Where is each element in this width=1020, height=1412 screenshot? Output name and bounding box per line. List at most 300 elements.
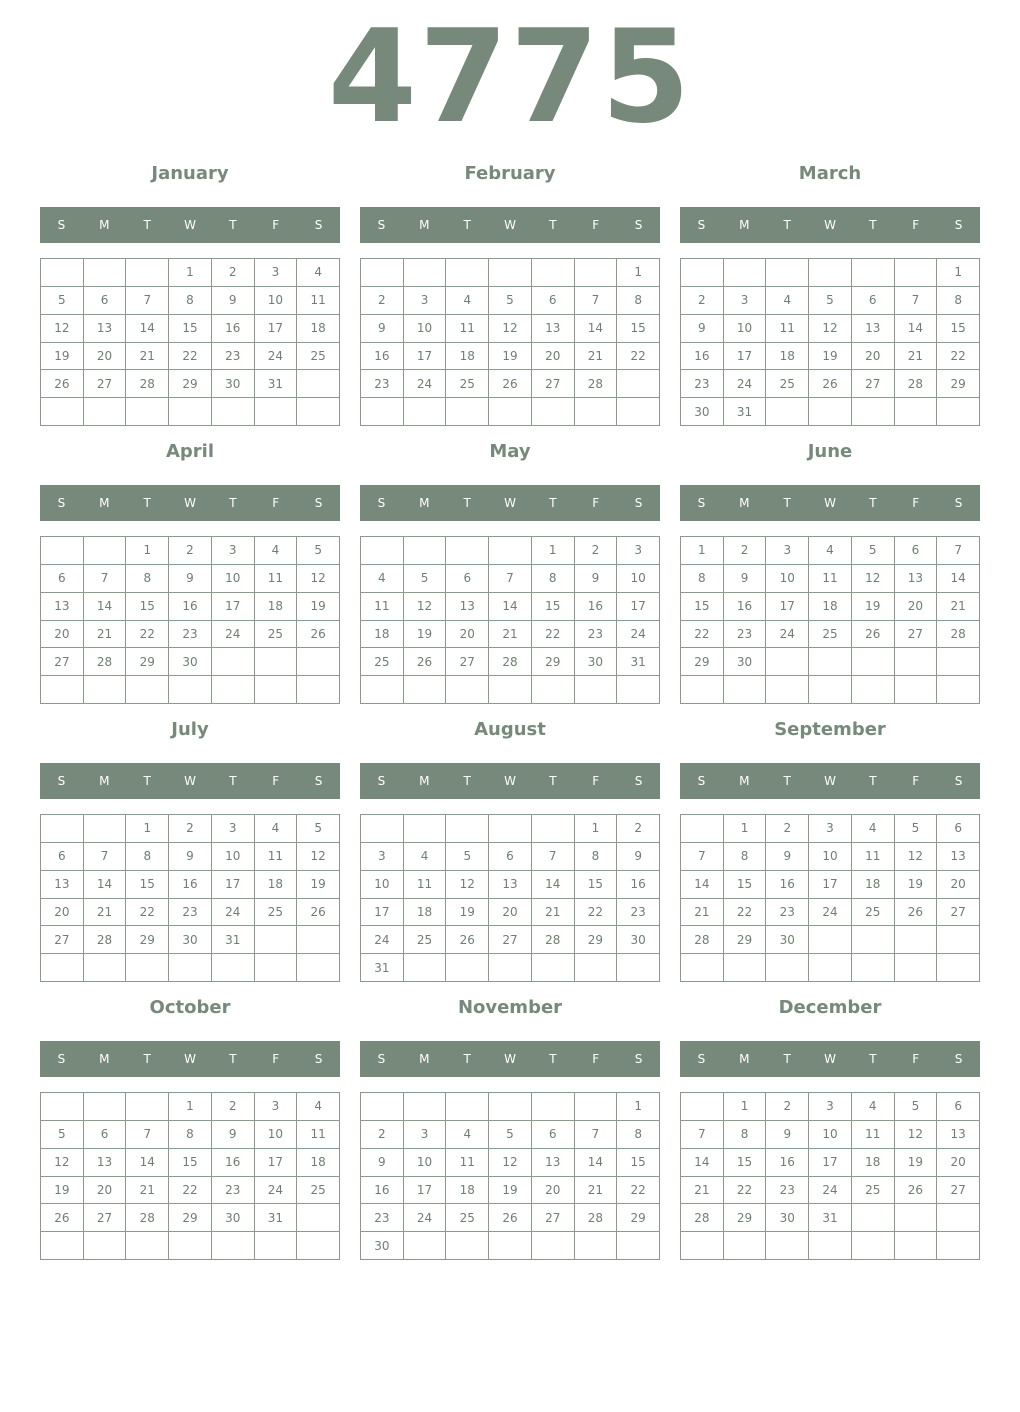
day-cell: 24 xyxy=(766,621,809,649)
day-cell xyxy=(41,398,84,426)
day-grid xyxy=(680,536,980,704)
day-cell: 4 xyxy=(297,1093,340,1121)
day-grid xyxy=(680,258,980,426)
day-cell: 23 xyxy=(169,621,212,649)
day-cell xyxy=(84,954,127,982)
day-cell: 22 xyxy=(532,621,575,649)
day-cell xyxy=(809,398,852,426)
day-cell: 30 xyxy=(617,926,660,954)
weekday-label: T xyxy=(229,774,237,788)
day-cell: 11 xyxy=(255,843,298,871)
day-cell: 12 xyxy=(895,1121,938,1149)
day-cell: 4 xyxy=(809,537,852,565)
day-cell xyxy=(41,537,84,565)
day-cell: 1 xyxy=(617,259,660,287)
day-cell xyxy=(532,676,575,704)
day-cell: 20 xyxy=(446,621,489,649)
day-cell: 24 xyxy=(809,1177,852,1205)
weekday-label: F xyxy=(912,218,920,232)
day-cell: 2 xyxy=(212,259,255,287)
day-cell: 9 xyxy=(766,1121,809,1149)
day-cell xyxy=(895,648,938,676)
day-cell xyxy=(532,259,575,287)
weekday-label: S xyxy=(954,496,963,510)
day-cell xyxy=(84,259,127,287)
day-cell xyxy=(297,954,340,982)
day-cell: 27 xyxy=(446,648,489,676)
day-cell: 13 xyxy=(532,1149,575,1177)
day-cell: 13 xyxy=(532,315,575,343)
day-cell: 7 xyxy=(126,287,169,315)
day-cell: 6 xyxy=(937,815,980,843)
day-cell: 3 xyxy=(404,1121,447,1149)
day-cell xyxy=(84,676,127,704)
day-cell: 29 xyxy=(126,926,169,954)
day-cell: 5 xyxy=(809,287,852,315)
day-cell: 19 xyxy=(852,593,895,621)
day-cell: 18 xyxy=(446,1177,489,1205)
day-cell: 19 xyxy=(41,1177,84,1205)
day-cell: 31 xyxy=(361,954,404,982)
month-name: June xyxy=(807,441,853,462)
day-cell xyxy=(446,815,489,843)
day-cell xyxy=(617,954,660,982)
day-cell: 29 xyxy=(724,926,767,954)
day-cell: 26 xyxy=(489,370,532,398)
day-cell: 4 xyxy=(404,843,447,871)
day-cell xyxy=(41,954,84,982)
day-cell xyxy=(255,676,298,704)
day-cell: 20 xyxy=(41,899,84,927)
month-name: April xyxy=(165,441,215,462)
day-cell xyxy=(297,676,340,704)
day-cell: 15 xyxy=(937,315,980,343)
day-cell xyxy=(212,954,255,982)
month-name: May xyxy=(489,441,531,462)
weekday-label: T xyxy=(549,496,557,510)
day-cell xyxy=(852,648,895,676)
day-cell: 14 xyxy=(532,871,575,899)
day-cell: 15 xyxy=(169,1149,212,1177)
day-cell xyxy=(446,954,489,982)
day-cell: 5 xyxy=(489,1121,532,1149)
day-cell: 19 xyxy=(41,343,84,371)
day-cell xyxy=(766,648,809,676)
day-cell: 6 xyxy=(895,537,938,565)
day-cell: 25 xyxy=(297,1177,340,1205)
day-cell: 9 xyxy=(212,1121,255,1149)
weekday-label: T xyxy=(783,774,791,788)
day-cell: 25 xyxy=(404,926,447,954)
day-cell: 1 xyxy=(169,259,212,287)
day-cell: 18 xyxy=(255,871,298,899)
weekday-header xyxy=(360,207,660,243)
day-cell: 1 xyxy=(937,259,980,287)
weekday-label: F xyxy=(912,774,920,788)
day-cell: 5 xyxy=(41,287,84,315)
weekday-label: T xyxy=(463,1052,471,1066)
day-cell xyxy=(489,537,532,565)
weekday-label: W xyxy=(504,218,516,232)
day-cell: 11 xyxy=(809,565,852,593)
day-cell xyxy=(937,954,980,982)
weekday-label: M xyxy=(99,774,110,788)
day-cell: 30 xyxy=(575,648,618,676)
day-cell: 27 xyxy=(532,370,575,398)
day-cell: 9 xyxy=(766,843,809,871)
day-cell: 2 xyxy=(169,815,212,843)
day-cell: 4 xyxy=(852,815,895,843)
day-cell: 28 xyxy=(937,621,980,649)
day-cell: 27 xyxy=(489,926,532,954)
day-cell: 31 xyxy=(255,370,298,398)
weekday-header xyxy=(680,1041,980,1077)
day-cell: 7 xyxy=(84,843,127,871)
day-cell: 31 xyxy=(724,398,767,426)
day-cell xyxy=(489,1232,532,1260)
day-cell: 8 xyxy=(724,843,767,871)
day-cell: 26 xyxy=(895,899,938,927)
day-cell: 19 xyxy=(895,871,938,899)
weekday-label: T xyxy=(143,218,151,232)
weekday-label: S xyxy=(697,496,706,510)
weekday-label: T xyxy=(549,1052,557,1066)
day-cell: 13 xyxy=(937,1121,980,1149)
day-cell: 13 xyxy=(937,843,980,871)
day-cell: 10 xyxy=(809,843,852,871)
weekday-label: S xyxy=(57,1052,66,1066)
day-cell: 15 xyxy=(617,315,660,343)
day-cell: 27 xyxy=(852,370,895,398)
day-cell: 8 xyxy=(126,565,169,593)
day-cell: 24 xyxy=(255,1177,298,1205)
day-cell: 25 xyxy=(255,621,298,649)
day-cell: 17 xyxy=(724,343,767,371)
weekday-label: T xyxy=(783,1052,791,1066)
month-name: December xyxy=(778,997,882,1018)
day-cell: 22 xyxy=(169,343,212,371)
weekday-label: W xyxy=(504,496,516,510)
day-cell: 12 xyxy=(297,843,340,871)
day-cell: 12 xyxy=(41,315,84,343)
day-cell: 5 xyxy=(895,815,938,843)
day-cell: 20 xyxy=(532,1177,575,1205)
day-cell: 10 xyxy=(212,565,255,593)
day-cell xyxy=(681,259,724,287)
day-cell xyxy=(126,1093,169,1121)
day-cell: 3 xyxy=(212,537,255,565)
day-cell xyxy=(852,259,895,287)
day-cell xyxy=(532,954,575,982)
day-cell xyxy=(297,1204,340,1232)
day-cell: 30 xyxy=(766,926,809,954)
day-cell: 22 xyxy=(617,1177,660,1205)
day-cell xyxy=(809,259,852,287)
day-cell: 28 xyxy=(532,926,575,954)
day-cell: 21 xyxy=(84,899,127,927)
day-cell: 7 xyxy=(895,287,938,315)
day-cell: 30 xyxy=(212,370,255,398)
day-cell: 14 xyxy=(575,315,618,343)
day-cell: 22 xyxy=(617,343,660,371)
day-cell: 26 xyxy=(895,1177,938,1205)
day-cell: 31 xyxy=(617,648,660,676)
day-grid xyxy=(40,258,340,426)
day-cell: 8 xyxy=(681,565,724,593)
month-name: October xyxy=(149,997,231,1018)
day-cell: 5 xyxy=(852,537,895,565)
day-cell xyxy=(212,676,255,704)
day-cell: 13 xyxy=(41,593,84,621)
day-cell: 4 xyxy=(255,537,298,565)
day-cell: 21 xyxy=(126,343,169,371)
day-cell: 6 xyxy=(84,287,127,315)
day-cell: 19 xyxy=(446,899,489,927)
day-cell xyxy=(937,398,980,426)
day-cell: 16 xyxy=(361,1177,404,1205)
day-cell: 7 xyxy=(532,843,575,871)
day-cell xyxy=(361,398,404,426)
day-cell: 15 xyxy=(169,315,212,343)
day-cell: 24 xyxy=(724,370,767,398)
day-cell: 22 xyxy=(724,1177,767,1205)
day-cell: 7 xyxy=(681,843,724,871)
day-cell xyxy=(532,1093,575,1121)
day-cell: 26 xyxy=(297,621,340,649)
day-cell: 7 xyxy=(575,287,618,315)
day-cell: 29 xyxy=(681,648,724,676)
month-name: September xyxy=(774,719,886,740)
day-cell xyxy=(297,370,340,398)
weekday-label: S xyxy=(314,774,323,788)
day-cell xyxy=(126,954,169,982)
day-cell: 20 xyxy=(937,1149,980,1177)
day-cell: 31 xyxy=(212,926,255,954)
day-cell xyxy=(255,648,298,676)
day-cell: 16 xyxy=(169,593,212,621)
weekday-label: S xyxy=(634,496,643,510)
weekday-label: S xyxy=(954,774,963,788)
day-cell: 30 xyxy=(169,648,212,676)
day-grid xyxy=(360,1092,660,1260)
day-cell: 22 xyxy=(681,621,724,649)
day-cell xyxy=(126,398,169,426)
day-cell xyxy=(361,815,404,843)
day-cell: 11 xyxy=(852,843,895,871)
day-cell: 21 xyxy=(937,593,980,621)
day-cell: 18 xyxy=(255,593,298,621)
day-cell: 3 xyxy=(724,287,767,315)
day-cell: 30 xyxy=(724,648,767,676)
day-cell: 23 xyxy=(212,343,255,371)
day-cell: 24 xyxy=(212,899,255,927)
day-cell: 1 xyxy=(681,537,724,565)
day-cell: 15 xyxy=(724,871,767,899)
day-cell xyxy=(575,676,618,704)
day-cell: 14 xyxy=(681,871,724,899)
day-cell: 7 xyxy=(681,1121,724,1149)
day-cell: 14 xyxy=(84,593,127,621)
day-cell: 18 xyxy=(809,593,852,621)
day-cell: 23 xyxy=(766,1177,809,1205)
weekday-label: S xyxy=(57,218,66,232)
day-cell: 26 xyxy=(41,370,84,398)
day-cell: 23 xyxy=(681,370,724,398)
day-cell xyxy=(895,1204,938,1232)
day-cell: 23 xyxy=(169,899,212,927)
day-cell xyxy=(489,815,532,843)
day-cell: 27 xyxy=(41,648,84,676)
month-name: March xyxy=(798,163,862,184)
day-cell: 24 xyxy=(212,621,255,649)
day-cell: 17 xyxy=(361,899,404,927)
day-cell: 23 xyxy=(766,899,809,927)
day-cell: 22 xyxy=(126,621,169,649)
day-cell: 23 xyxy=(212,1177,255,1205)
day-cell: 10 xyxy=(724,315,767,343)
day-cell: 30 xyxy=(361,1232,404,1260)
day-cell: 4 xyxy=(361,565,404,593)
weekday-label: S xyxy=(377,218,386,232)
day-cell xyxy=(169,1232,212,1260)
day-grid xyxy=(360,536,660,704)
day-cell: 14 xyxy=(84,871,127,899)
weekday-label: S xyxy=(954,218,963,232)
day-cell: 27 xyxy=(532,1204,575,1232)
day-cell: 15 xyxy=(617,1149,660,1177)
day-cell: 12 xyxy=(489,1149,532,1177)
day-cell: 16 xyxy=(724,593,767,621)
day-cell xyxy=(404,676,447,704)
day-cell: 9 xyxy=(361,315,404,343)
day-cell: 12 xyxy=(895,843,938,871)
day-cell: 22 xyxy=(724,899,767,927)
day-cell: 15 xyxy=(532,593,575,621)
day-cell xyxy=(361,537,404,565)
weekday-label: F xyxy=(592,218,600,232)
day-cell: 20 xyxy=(84,343,127,371)
day-cell xyxy=(84,537,127,565)
day-cell: 28 xyxy=(84,648,127,676)
day-cell: 28 xyxy=(681,926,724,954)
day-cell: 21 xyxy=(84,621,127,649)
day-cell: 10 xyxy=(255,1121,298,1149)
day-cell xyxy=(212,648,255,676)
day-cell: 16 xyxy=(575,593,618,621)
day-cell: 26 xyxy=(446,926,489,954)
day-cell: 6 xyxy=(852,287,895,315)
day-cell xyxy=(84,1232,127,1260)
weekday-label: M xyxy=(739,496,750,510)
day-cell: 16 xyxy=(617,871,660,899)
day-cell: 30 xyxy=(212,1204,255,1232)
day-cell xyxy=(41,676,84,704)
day-cell: 7 xyxy=(937,537,980,565)
day-cell: 10 xyxy=(766,565,809,593)
day-cell: 18 xyxy=(446,343,489,371)
day-cell: 21 xyxy=(126,1177,169,1205)
day-cell: 15 xyxy=(126,871,169,899)
day-cell: 21 xyxy=(575,343,618,371)
day-cell: 27 xyxy=(937,1177,980,1205)
day-cell: 7 xyxy=(575,1121,618,1149)
day-cell xyxy=(41,815,84,843)
day-cell xyxy=(895,1232,938,1260)
day-cell xyxy=(361,1093,404,1121)
day-cell: 8 xyxy=(169,1121,212,1149)
day-cell xyxy=(852,398,895,426)
day-cell: 21 xyxy=(895,343,938,371)
day-cell: 14 xyxy=(895,315,938,343)
day-cell: 29 xyxy=(169,370,212,398)
weekday-label: S xyxy=(314,218,323,232)
day-cell: 24 xyxy=(361,926,404,954)
weekday-label: T xyxy=(869,496,877,510)
day-cell: 12 xyxy=(852,565,895,593)
day-cell: 12 xyxy=(404,593,447,621)
day-cell: 3 xyxy=(255,259,298,287)
weekday-label: S xyxy=(954,1052,963,1066)
day-cell: 25 xyxy=(852,899,895,927)
weekday-label: F xyxy=(912,496,920,510)
day-cell: 16 xyxy=(212,1149,255,1177)
day-cell: 5 xyxy=(41,1121,84,1149)
day-cell: 18 xyxy=(297,315,340,343)
day-cell: 20 xyxy=(937,871,980,899)
day-cell: 25 xyxy=(297,343,340,371)
day-cell: 16 xyxy=(766,1149,809,1177)
day-cell: 15 xyxy=(681,593,724,621)
day-cell xyxy=(895,954,938,982)
day-cell xyxy=(446,398,489,426)
day-cell: 4 xyxy=(446,1121,489,1149)
day-cell xyxy=(361,676,404,704)
day-cell: 4 xyxy=(446,287,489,315)
day-cell: 14 xyxy=(126,315,169,343)
day-cell: 3 xyxy=(617,537,660,565)
day-cell: 18 xyxy=(852,1149,895,1177)
day-cell xyxy=(41,1093,84,1121)
year-title: 4775 xyxy=(327,3,693,152)
day-cell xyxy=(809,648,852,676)
day-cell: 18 xyxy=(766,343,809,371)
day-cell: 30 xyxy=(681,398,724,426)
day-cell: 10 xyxy=(617,565,660,593)
day-cell: 24 xyxy=(404,370,447,398)
day-cell xyxy=(404,1093,447,1121)
day-cell xyxy=(446,1232,489,1260)
day-cell: 9 xyxy=(617,843,660,871)
day-cell: 11 xyxy=(255,565,298,593)
day-cell xyxy=(404,398,447,426)
day-cell: 10 xyxy=(212,843,255,871)
day-cell: 8 xyxy=(126,843,169,871)
day-cell: 14 xyxy=(681,1149,724,1177)
day-cell: 7 xyxy=(126,1121,169,1149)
day-cell xyxy=(937,1204,980,1232)
day-cell xyxy=(126,676,169,704)
day-cell: 2 xyxy=(169,537,212,565)
day-cell: 1 xyxy=(724,815,767,843)
day-cell xyxy=(255,1232,298,1260)
weekday-label: S xyxy=(697,218,706,232)
day-cell: 16 xyxy=(361,343,404,371)
day-cell: 16 xyxy=(169,871,212,899)
day-cell: 26 xyxy=(41,1204,84,1232)
weekday-header xyxy=(680,485,980,521)
weekday-label: F xyxy=(272,218,280,232)
day-cell xyxy=(681,1093,724,1121)
